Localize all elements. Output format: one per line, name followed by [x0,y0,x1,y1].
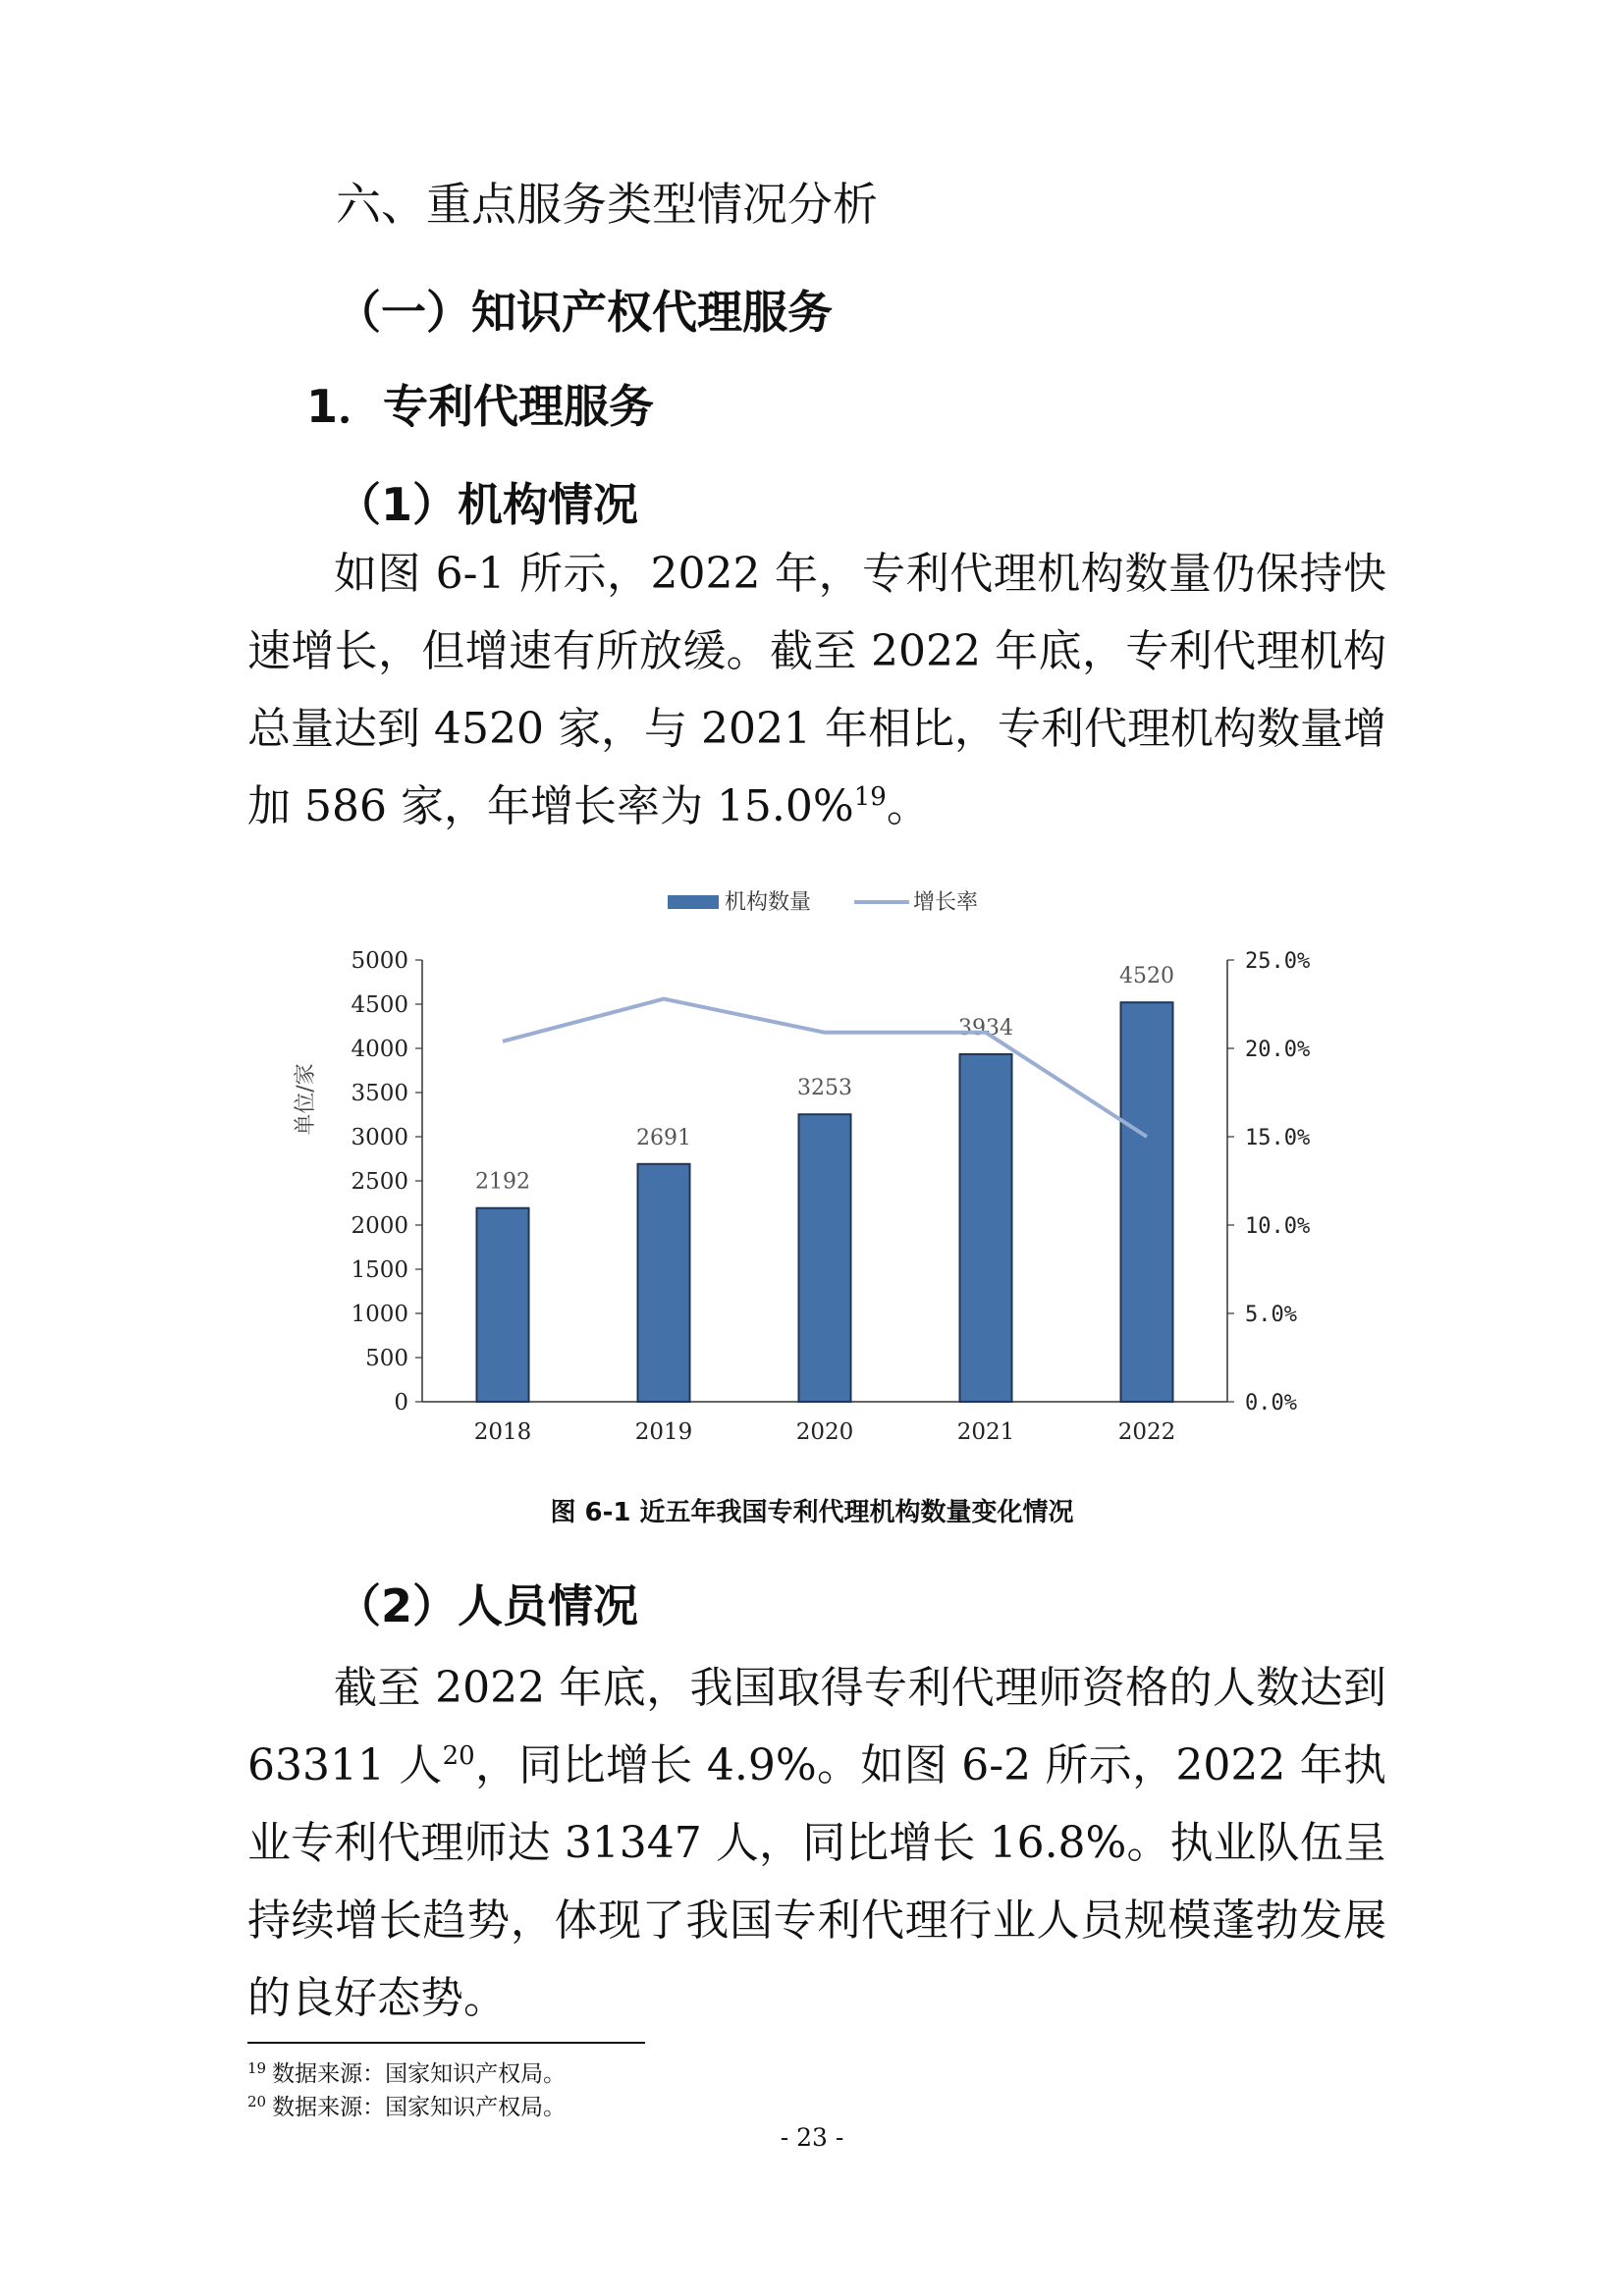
sub-subsection-title: 1．专利代理服务 [306,380,655,433]
y2-tick-label: 15.0% [1245,1126,1311,1150]
y-tick-label: 1500 [351,1257,408,1283]
legend-line-label: 增长率 [913,890,979,915]
bar-value-label-2020: 3253 [797,1076,852,1101]
para1-text: 如图 6-1 所示，2022 年，专利代理机构数量仍保持快速增长，但增速有所放缓。截至 2022 年底，专利代理机构总量达到 4520 家，与 2021 年相比，专利代理机构数量增加 586 家，年增长率为 15.0% [247,549,1386,831]
section-title: 六、重点服务类型情况分析 [336,178,878,231]
footnote-20-number: 20 [247,2093,267,2110]
x-tick-label-2018: 2018 [473,1419,532,1445]
para1-tail: 。 [886,781,930,831]
y-tick-label: 3500 [351,1081,408,1106]
y-tick-label: 3000 [351,1125,408,1150]
footnote-ref-20[interactable]: 20 [442,1741,475,1771]
bar-value-label-2022: 4520 [1119,964,1174,989]
y-tick-label: 2500 [351,1169,408,1195]
paragraph-personnel [247,1649,1386,2037]
page-number: - 23 - [780,2123,844,2152]
footnote-19 [247,2056,566,2088]
x-tick-label-2022: 2022 [1117,1419,1176,1445]
y2-tick-label: 20.0% [1245,1038,1311,1062]
y-axis-label: 单位/家 [294,1063,318,1136]
subsection-title: （一）知识产权代理服务 [336,286,833,339]
y2-tick-label: 5.0% [1245,1303,1297,1327]
bar-2020 [799,1114,851,1402]
bar-value-label-2018: 2192 [475,1169,530,1195]
footnote-19-number: 19 [247,2059,267,2077]
footnote-20 [247,2089,566,2121]
legend-bar-swatch [668,895,719,909]
bar-2018 [477,1208,529,1402]
footnote-19-text: 数据来源：国家知识产权局。 [272,2061,567,2087]
bar-value-label-2021: 3934 [958,1015,1013,1041]
y-tick-label: 0 [394,1390,408,1415]
footnote-20-text: 数据来源：国家知识产权局。 [272,2095,567,2120]
y2-tick-label: 10.0% [1245,1214,1311,1239]
item1-title: （1）机构情况 [336,478,639,531]
footnote-divider [247,2042,645,2044]
agency-count-chart [275,872,1355,1480]
y-tick-label: 2000 [351,1213,408,1239]
y-tick-label: 500 [365,1346,408,1371]
bar-2021 [960,1054,1012,1402]
chart-legend [668,890,978,915]
y-tick-label: 5000 [351,948,408,974]
y2-tick-label: 25.0% [1245,949,1311,974]
y2-tick-label: 0.0% [1245,1391,1297,1415]
y-tick-label: 1000 [351,1302,408,1327]
bar-2022 [1121,1002,1173,1402]
paragraph-institutions [247,535,1386,845]
x-tick-label-2019: 2019 [634,1419,693,1445]
footnote-ref-19[interactable]: 19 [853,782,887,812]
legend-bar-label: 机构数量 [725,890,812,915]
item2-title: （2）人员情况 [336,1579,639,1632]
y-tick-label: 4000 [351,1037,408,1062]
y-tick-label: 4500 [351,992,408,1018]
figure-caption: 图 6-1 近五年我国专利代理机构数量变化情况 [550,1498,1074,1527]
bar-2019 [638,1164,690,1402]
bar-value-label-2019: 2691 [636,1125,691,1150]
para2-part2: ，同比增长 4.9%。如图 6-2 所示，2022 年执业专利代理师达 31347 人，同比增长 16.8%。执业队伍呈持续增长趋势，体现了我国专利代理行业人员规模蓬勃发展的良好态势。 [247,1740,1386,2023]
x-tick-label-2020: 2020 [795,1419,854,1445]
para2-part1: 截至 2022 年底，我国取得专利代理师资格的人数达到 63311 人 [247,1663,1386,1790]
x-tick-label-2021: 2021 [956,1419,1015,1445]
